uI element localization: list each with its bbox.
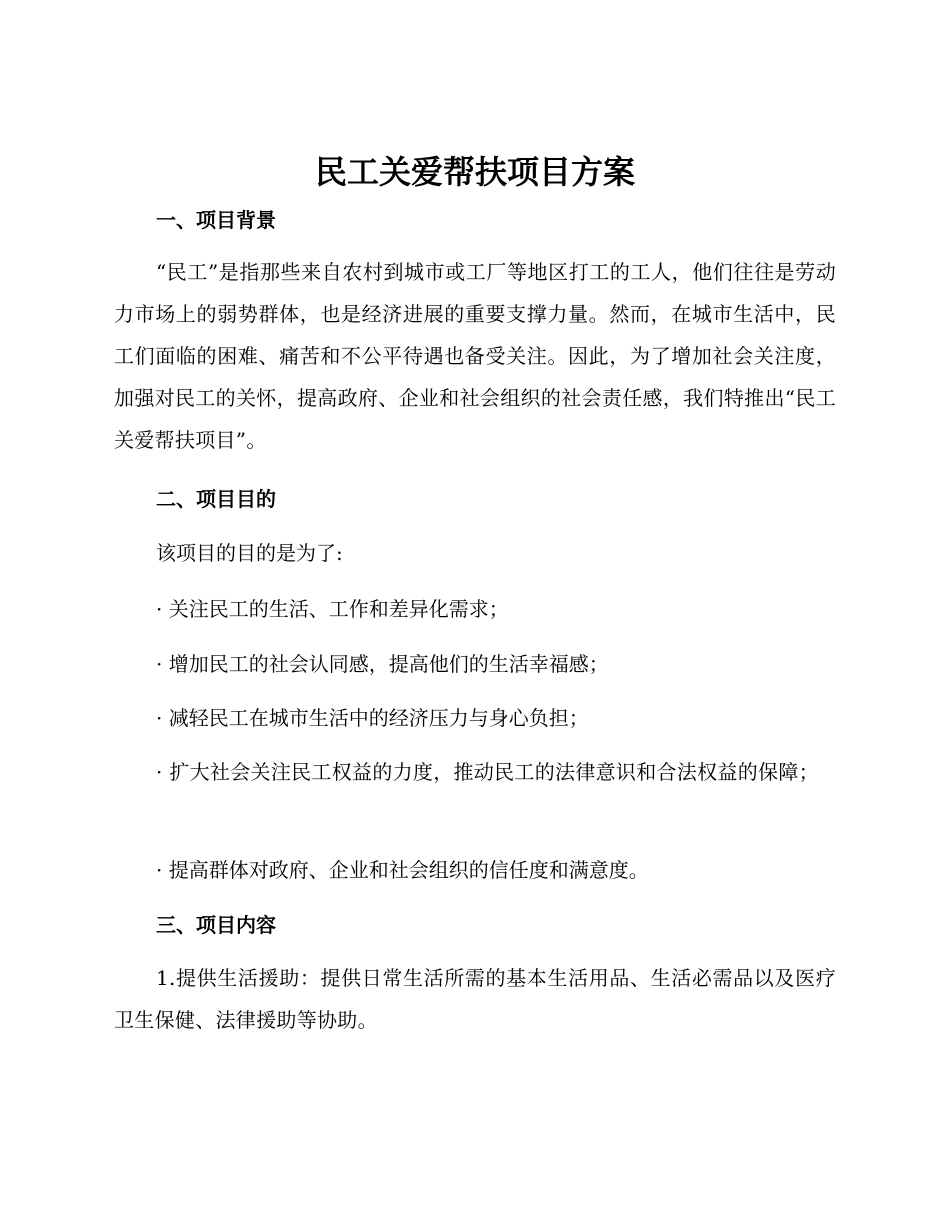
purpose-bullet: · 扩大社会关注民工权益的力度，推动民工的法律意识和合法权益的保障；: [156, 760, 819, 784]
purpose-bullet: · 关注民工的生活、工作和差异化需求；: [156, 597, 509, 621]
purpose-bullet: · 提高群体对政府、企业和社会组织的信任度和满意度。: [156, 858, 649, 882]
background-paragraph: “民工”是指那些来自农村到城市或工厂等地区打工的工人，他们往往是劳动力市场上的弱势群体，也是经济进展的重要支撑力量。然而，在城市生活中，民工们面临的困难、痛苦和不公平待遇也备受关注。因此，为了增加社会关注度，加强对民工的关怀，提高政府、企业和社会组织的社会责任感，我们特推出“民工关爱帮扶项目”。: [114, 260, 836, 452]
document-title: 民工关爱帮扶项目方案: [314, 153, 635, 191]
section-heading-purpose: 二、项目目的: [156, 487, 276, 511]
purpose-intro: 该项目的目的是为了:: [156, 541, 343, 565]
purpose-bullet: · 减轻民工在城市生活中的经济压力与身心负担；: [156, 706, 589, 730]
purpose-bullet: · 增加民工的社会认同感，提高他们的生活幸福感；: [156, 652, 609, 676]
content-item-paragraph: 1.提供生活援助：提供日常生活所需的基本生活用品、生活必需品以及医疗卫生保健、法律援助等协助。: [114, 966, 836, 1032]
section-heading-background: 一、项目背景: [156, 208, 276, 232]
section-heading-content: 三、项目内容: [156, 913, 276, 937]
